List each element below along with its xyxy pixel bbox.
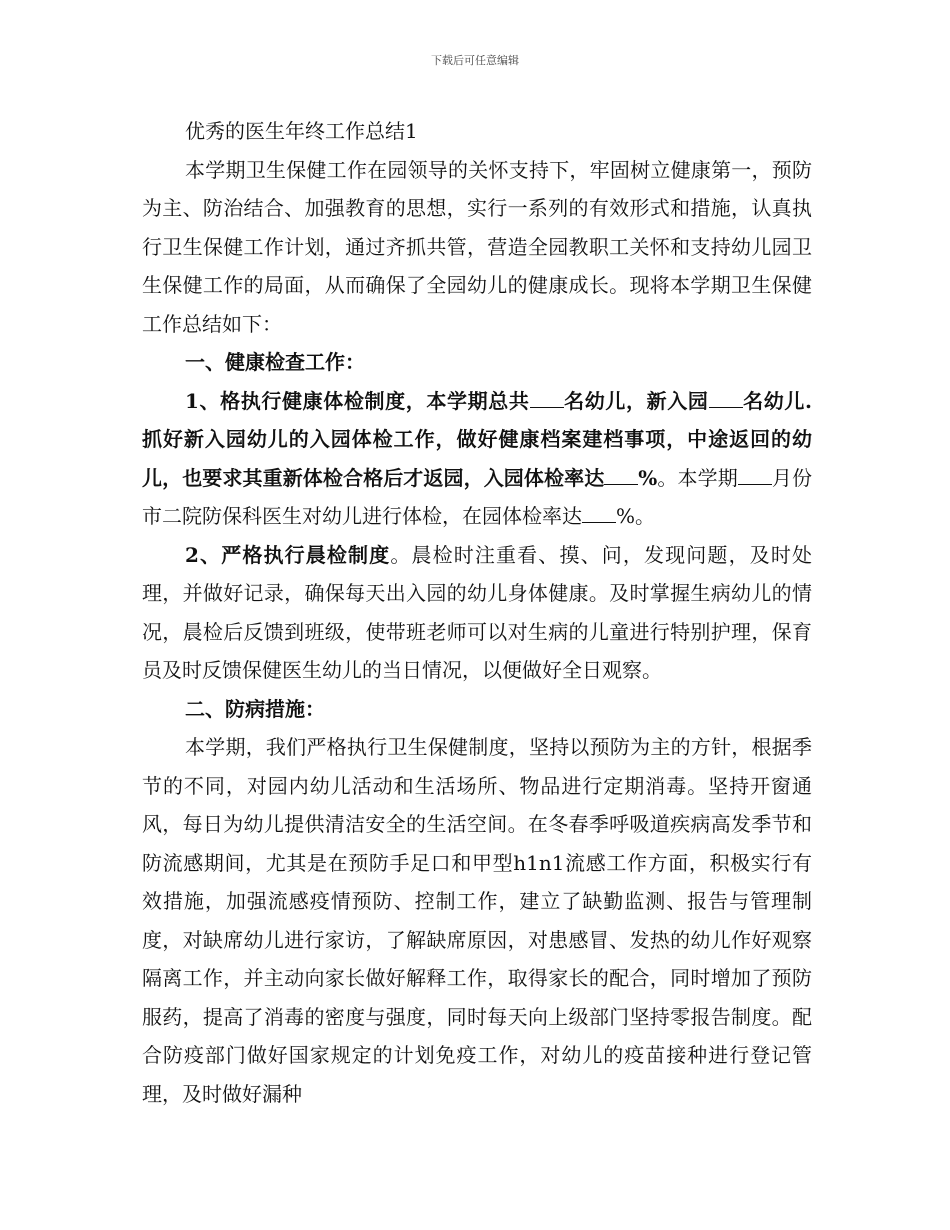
item1-text-2: 名幼儿，新入园 <box>563 388 709 413</box>
document-title: 优秀的医生年终工作总结1 <box>185 119 418 143</box>
section2-paragraph: 本学期，我们严格执行卫生保健制度，坚持以预防为主的方针，根据季节的不同，对园内幼儿活动和生活场所、物品进行定期消毒。坚持开窗通风，每日为幼儿提供清洁安全的生活空间。在冬春季呼吸道疾病高发季节和防流感期间，尤其是在预防手足口和甲型h1n1流感工作方面，积极实行有效措施，加强流感疫情预防、控制工作，建立了缺勤监测、报告与管理制度，对缺席幼儿进行家访，了解缺席原因，对患感冒、发热的幼儿作好观察隔离工作，并主动向家长做好解释工作，取得家长的配合，同时增加了预防服药，提高了消毒的密度与强度，同时每天向上级部门坚持零报告制度。配合防疫部门做好国家规定的计划免疫工作，对幼儿的疫苗接种进行登记管理，及时做好漏种 <box>142 735 812 1106</box>
item2-paragraph <box>142 536 812 690</box>
item1-text-4: % <box>638 465 658 490</box>
fill-blank <box>738 468 772 485</box>
item1-text-5: 。本学期 <box>657 465 738 490</box>
section1-heading: 一、健康检查工作： <box>185 350 365 374</box>
section2-heading: 二、防病措施： <box>185 696 325 721</box>
item1-text-6: 月份市二院防保科医生对幼儿进行体检，在园体检率达 <box>142 465 813 528</box>
item2-body: 。晨检时注重看、摸、问，发现问题，及时处理，并做好记录，确保每天出入园的幼儿身体健康。及时掌握生病幼儿的情况，晨检后反馈到班级，使带班老师可以对生病的儿童进行特别护理，保育员及时反馈保健医生幼儿的当日情况，以便做好全日观察。 <box>142 542 812 682</box>
page-header-note: 下载后可任意编辑 <box>431 54 519 67</box>
document-body <box>142 112 812 1113</box>
fill-blank <box>582 506 616 523</box>
item2-lead: 2、严格执行晨检制度 <box>185 542 391 567</box>
item1-text-1: 1、格执行健康体检制度，本学期总共 <box>185 388 530 413</box>
fill-blank <box>530 391 564 408</box>
fill-blank <box>604 468 638 485</box>
intro-paragraph: 本学期卫生保健工作在园领导的关怀支持下，牢固树立健康第一，预防为主、防治结合、加强教育的思想，实行一系列的有效形式和措施，认真执行卫生保健工作计划，通过齐抓共管，营造全园教职工关怀和支持幼儿园卫生保健工作的局面，从而确保了全园幼儿的健康成长。现将本学期卫生保健工作总结如下： <box>142 157 812 336</box>
fill-blank <box>709 391 743 408</box>
item1-text-7: %。 <box>616 504 656 528</box>
item1-paragraph <box>142 382 812 536</box>
item1-text-3: 名幼儿.抓好新入园幼儿的入园体检工作，做好健康档案建档事项，中途返回的幼儿，也要求其重新体检合格后才返园，入园体检率达 <box>142 388 813 490</box>
